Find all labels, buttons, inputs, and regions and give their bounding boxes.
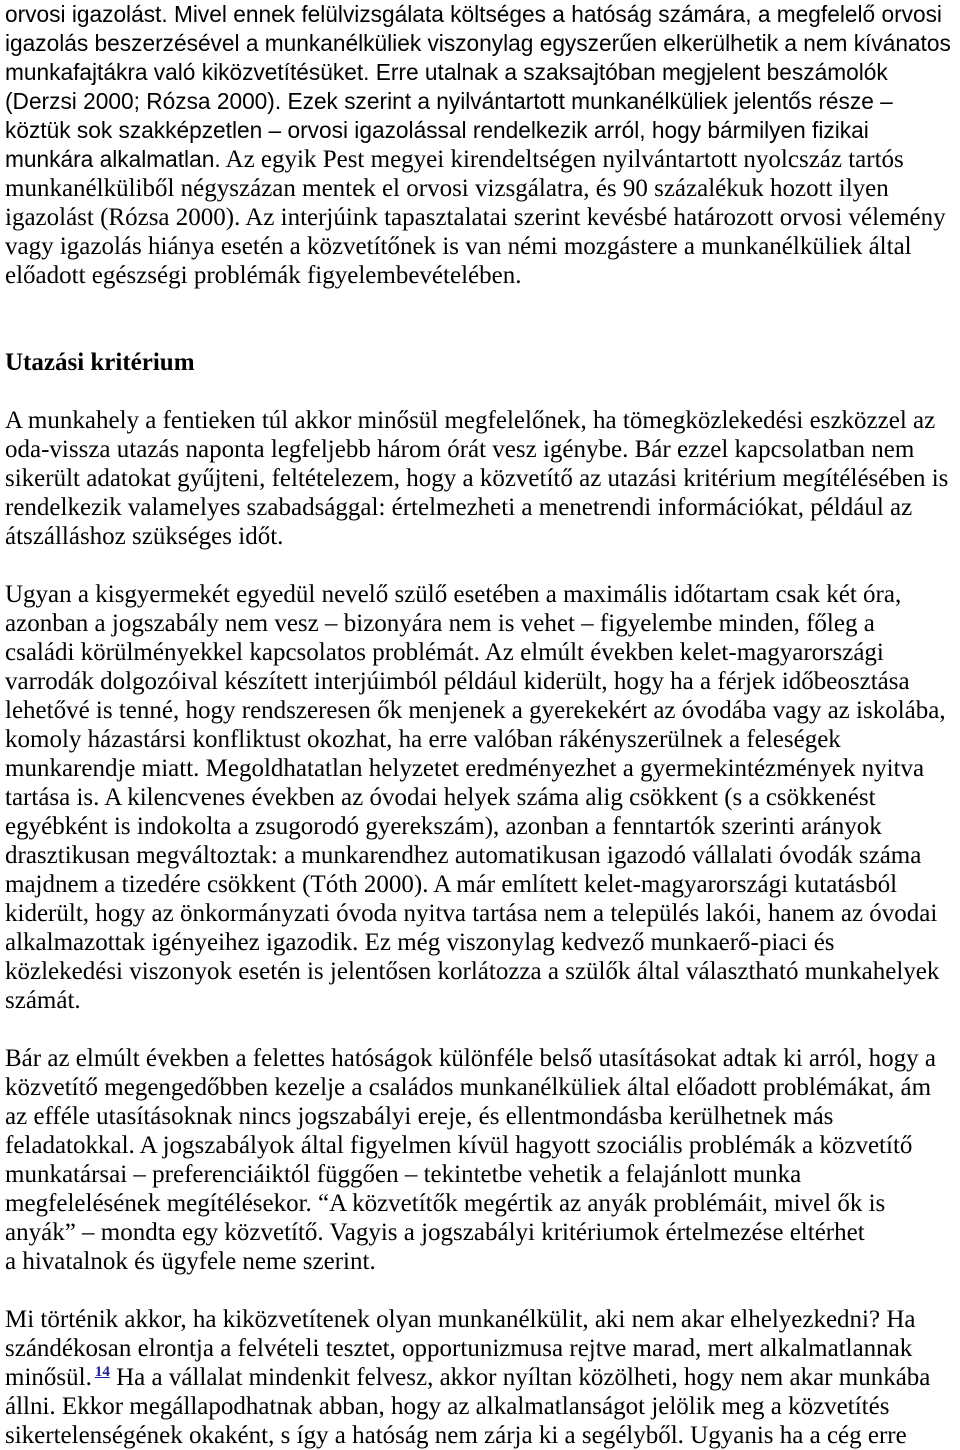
text-line: lehetővé is tenné, hogy rendszeresen ők menjenek a gyerekekért az óvodába vagy az iskolába, — [5, 697, 946, 724]
opening-paragraph — [5, 0, 955, 290]
text-line: Bár az elmúlt években a felettes hatóságok különféle belső utasításokat adtak ki arról, hogy a — [5, 1045, 936, 1072]
text-line: megfelelésének megítélésekor. “A közvetítők megértik az anyák problémáit, mivel ők is — [5, 1190, 886, 1217]
text-line: köztük sok szakképzetlen – orvosi igazolással rendelkezik arról, hogy bármilyen fizikai — [5, 117, 869, 143]
text-segment: minősül. — [5, 1364, 92, 1391]
document-page — [5, 0, 955, 1450]
footnote-reference-link[interactable]: 14 — [94, 1364, 110, 1380]
text-line: varrodák dolgozóival készített interjúimból például kiderült, hogy ha a férjek időbeosztása — [5, 668, 910, 695]
paragraph — [5, 406, 955, 551]
text-line: komoly házastársi konfliktust okozhat, ha erre valóban rákényszerülnek a feleségek — [5, 726, 841, 753]
text-line: vagy igazolás hiánya esetén a közvetítőnek is van némi mozgástere a munkanélküliek által — [5, 233, 912, 260]
text-line: feladatokkal. A jogszabályok által figyelmen kívül hagyott szociális problémák a közvetítő — [5, 1132, 913, 1159]
text-line — [5, 145, 955, 174]
text-line: munkafajtákra való kiközvetítésüket. Erre utalnak a szaksajtóban megjelent beszámolók — [5, 59, 888, 85]
text-line: azonban a jogszabály nem vesz – bizonyára nem is vehet – figyelembe minden, főleg a — [5, 610, 875, 637]
text-line: tartása is. A kilencvenes években az óvodai helyek száma alig csökkent (s a csökkenést — [5, 784, 876, 811]
text-line: közvetítő megengedőbben kezelje a családos munkanélküliek által előadott problémákat, ám — [5, 1074, 932, 1101]
text-line: Mi történik akkor, ha kiközvetítenek olyan munkanélkülit, aki nem akar elhelyezkedni? Ha — [5, 1306, 916, 1333]
text-line: előadott egészségi problémák figyelembevételében. — [5, 262, 522, 289]
text-segment: Az egyik Pest megyei kirendeltségen nyilvántartott nyolcszáz tartós — [220, 146, 904, 173]
text-line: az efféle utasításoknak nincs jogszabályi ereje, és ellentmondásba kerülhetnek más — [5, 1103, 834, 1130]
text-line: családi körülményekkel kapcsolatos problémát. Az elmúlt években kelet-magyarországi — [5, 639, 884, 666]
text-line: orvosi igazolást. Mivel ennek felülvizsgálata költséges a hatóság számára, a megfelelő orvosi — [5, 1, 942, 27]
text-line: átszálláshoz szükséges időt. — [5, 523, 284, 550]
text-line: majdnem a tizedére csökkent (Tóth 2000). A már említett kelet-magyarországi kutatásból — [5, 871, 898, 898]
section-heading: Utazási kritérium — [5, 349, 195, 376]
text-line: A munkahely a fentieken túl akkor minősül megfelelőnek, ha tömegközlekedési eszközzel az — [5, 407, 936, 434]
paragraph — [5, 580, 955, 1015]
text-line: igazolást (Rózsa 2000). Az interjúink tapasztalatai szerint kevésbé határozott orvosi vélemény — [5, 204, 946, 231]
text-line: munkarendje miatt. Megoldhatatlan helyzetet eredményezhet a gyermekintézmények nyitva — [5, 755, 925, 782]
text-line: egyébként is indokolta a zsugorodó gyerekszám), azonban a fenntartók szerinti arányok — [5, 813, 882, 840]
text-line — [5, 1363, 955, 1392]
text-line: rendelkezik valamelyes szabadsággal: értelmezheti a menetrendi információkat, például az — [5, 494, 913, 521]
text-segment: munkára alkalmatlan. — [5, 146, 221, 172]
text-line: állni. Ekkor megállapodhatnak abban, hogy az alkalmatlanságot jelölik meg a közvetítés — [5, 1393, 890, 1420]
text-line: anyák” – mondta egy közvetítő. Vagyis a jogszabályi kritériumok értelmezése eltérhet — [5, 1219, 865, 1246]
text-line: közlekedési viszonyok esetén is jelentősen korlátozza a szülők által választható munkahelyek — [5, 958, 940, 985]
text-line: számát. — [5, 987, 81, 1014]
text-line: munkanélküliből négyszázan mentek el orvosi vizsgálatra, és 90 százalékuk hozott ilyen — [5, 175, 889, 202]
text-line: (Derzsi 2000; Rózsa 2000). Ezek szerint a nyilvántartott munkanélküliek jelentős része – — [5, 88, 893, 114]
text-segment: Ha a vállalat mindenkit felvesz, akkor nyíltan közölheti, hogy nem akar munkába — [109, 1364, 931, 1391]
text-line: kiderült, hogy az önkormányzati óvoda nyitva tartása nem a település lakói, hanem az óvodai — [5, 900, 938, 927]
text-line: sikertelenségének okaként, s így a hatóság nem zárja ki a segélyből. Ugyanis ha a cég erre — [5, 1422, 907, 1449]
text-line: oda-vissza utazás naponta legfeljebb három órát vesz igénybe. Bár ezzel kapcsolatban nem — [5, 436, 915, 463]
text-line: alkalmazottak igényeihez igazodik. Ez még viszonylag kedvező munkaerő-piaci és — [5, 929, 835, 956]
text-line: munkatársai – preferenciáiktól függően – tekintetbe vehetik a felajánlott munka — [5, 1161, 802, 1188]
section-travel-criterion — [5, 348, 955, 1450]
text-line: sikerült adatokat gyűjteni, feltételezem, hogy a közvetítő az utazási kritérium megítélésében is — [5, 465, 949, 492]
paragraph — [5, 1044, 955, 1276]
text-line: drasztikusan megváltoztak: a munkarendhez automatikusan igazodó vállalati óvodák száma — [5, 842, 922, 869]
paragraph — [5, 1305, 955, 1450]
text-line: szándékosan elrontja a felvételi tesztet, opportunizmusa rejtve marad, mert alkalmatlannak — [5, 1335, 913, 1362]
text-line: igazolás beszerzésével a munkanélküliek viszonylag egyszerűen elkerülhetik a nem kívánatos — [5, 30, 951, 56]
text-line: Ugyan a kisgyermekét egyedül nevelő szülő esetében a maximális időtartam csak két óra, — [5, 581, 902, 608]
text-line: a hivatalnok és ügyfele neme szerint. — [5, 1248, 376, 1275]
